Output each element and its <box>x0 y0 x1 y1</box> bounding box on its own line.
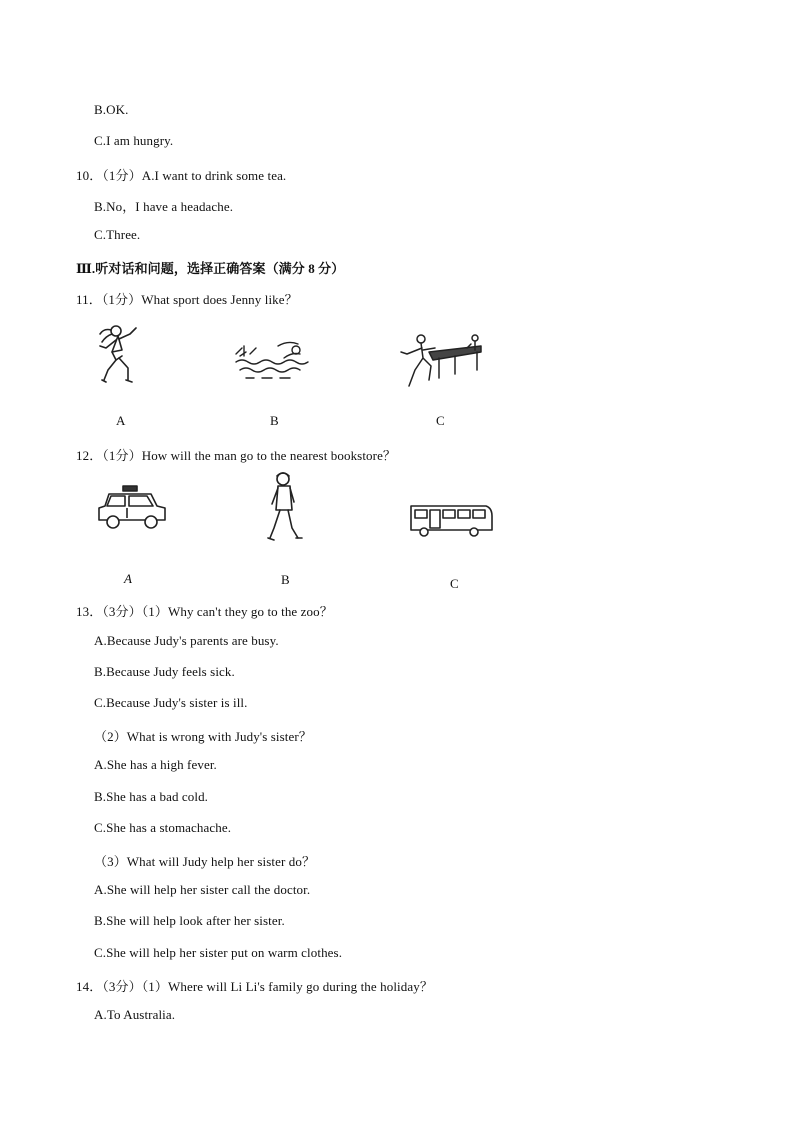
q13-1-option-b: B.Because Judy feels sick. <box>94 664 235 679</box>
q11-stem: 11．（1分）What sport does Jenny like？ <box>76 292 298 307</box>
q13-1-option-a: A.Because Judy's parents are busy. <box>94 633 279 648</box>
q12-stem: 12．（1分）How will the man go to the nearest bookstore？ <box>76 448 397 463</box>
q11-label-c: C <box>436 413 445 428</box>
q12-label-b: B <box>281 572 290 587</box>
taxi-icon <box>95 484 169 532</box>
q12-label-a: A <box>124 571 132 586</box>
q13-2-option-a: A.She has a high fever. <box>94 757 217 772</box>
q14-1-option-a: A.To Australia. <box>94 1007 176 1022</box>
q10-option-b: B.No，I have a headache. <box>94 199 234 214</box>
bus-icon <box>408 502 494 538</box>
q13-3-option-c: C.She will help her sister put on warm clothes. <box>94 945 343 960</box>
q9-option-b: B.OK. <box>94 102 129 117</box>
q12-label-c: C <box>450 576 459 591</box>
q9-option-c: C.I am hungry. <box>94 133 174 148</box>
q11-label-a: A <box>116 413 126 428</box>
q13-1-option-c: C.Because Judy's sister is ill. <box>94 695 248 710</box>
q11-label-b: B <box>270 413 279 428</box>
q13-stem: 13．（3分）（1）Why can't they go to the zoo？ <box>76 604 333 619</box>
q14-stem: 14．（3分）（1）Where will Li Li's family go during the holiday？ <box>76 979 433 994</box>
walking-man-icon <box>262 470 304 544</box>
running-girl-icon <box>92 322 152 390</box>
q10-option-c: C.Three. <box>94 227 141 242</box>
q13-2-stem: （2）What is wrong with Judy's sister？ <box>94 729 312 744</box>
q13-3-option-b: B.She will help look after her sister. <box>94 913 285 928</box>
section-3-title: Ⅲ.听对话和问题，选择正确答案（满分 8 分） <box>76 261 345 276</box>
table-tennis-icon <box>395 330 485 392</box>
q13-3-option-a: A.She will help her sister call the doctor. <box>94 882 311 897</box>
q13-2-option-c: C.She has a stomachache. <box>94 820 232 835</box>
q13-3-stem: （3）What will Judy help her sister do？ <box>94 854 316 869</box>
swimmer-icon <box>232 338 312 380</box>
q10-stem: 10．（1分）A.I want to drink some tea. <box>76 168 287 183</box>
q13-2-option-b: B.She has a bad cold. <box>94 789 209 804</box>
